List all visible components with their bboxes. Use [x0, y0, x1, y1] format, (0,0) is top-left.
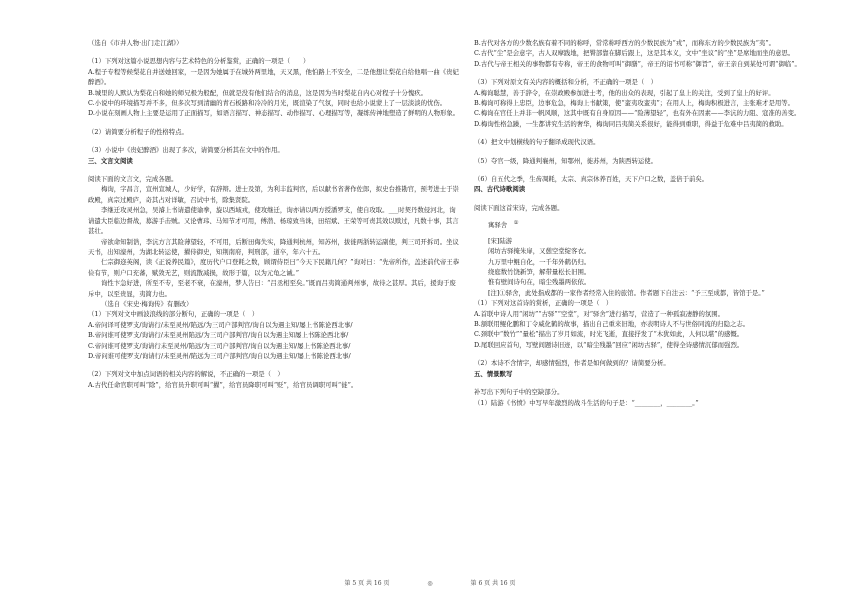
classical-paragraph-5: 询性卞急好进，所至不专，至老不衰，在濠州，梦人告曰：“吕丞相至矣。”既而吕夷简通判州事，故待之甚厚。其后，援询于废斥中，以至贵显，夷简力也。: [88, 279, 456, 298]
poem-title: 寓驿舍 ①: [488, 220, 519, 230]
classical-paragraph-2: 李继迁攻灵州急，吴濬上书请遣使谕拳，旋以西域戎，使攻继迁，询亦请以两方授潘罗支，使自攻取。___时契丹数侵河北，询请遣大臣临边督战，募游手击贼。又论曹玮、马知节才可用，傅潜、杨琼致当诛，田绍斌、王荣等可责其效以赎过，凡数十事，其言甚壮。: [88, 206, 459, 236]
question-2: （2）请简要分析程子的性格特点。: [88, 127, 188, 136]
poem-line-2: 九万里中鲲自化，一千年外鹤仍归。: [488, 257, 591, 266]
footer-right-page-number: 第 6 页 共 16 页: [470, 580, 516, 587]
question-1-option-d: D.小说在刻画人物上主要是运用了正面描写，如语言描写、神态描写、动作描写、心理描写等，凝练传神地塑造了鲜明的人物形象。: [88, 109, 460, 118]
classical-paragraph-3: 帝欲命知制诰，李沆方言其险薄望轻，不可用，后断田侮失实，降通判杭州，知苏州，拔徙两浙转运副使，判三司开拆司。坐议天书，出知濠州，为湖北转运使，擢侍御史，知荆南府，判刑部，道卒，年六十五。: [88, 237, 459, 256]
classical-intro: 阅读下面的文言文，完成各题。: [88, 175, 178, 184]
classical-paragraph-4: 仁宗御迩英阁，读《正说养民篇》，度历代户口登耗之数，顾谓侍臣曰“今天下民籍几何？”询对曰：“先帝所作，盖述前代帝王恭俭有节，则户口充蕃，赋敛无艺，则流散减损，故形于篇，以为元龟之诫。”: [88, 258, 460, 277]
wenyan-question-2-option-a: A.古代任命官职可叫“除”，给官员升职可叫“擢”，给官员降职可叫“贬”，给官员调职可叫“徙”。: [88, 380, 358, 389]
translate-sentence-6: （6）自五代之季，生齿凋耗，太宗、真宗休养百姓，天下户口之数，盖倍于前矣。: [474, 175, 709, 184]
footer-divider-icon: ◎: [427, 580, 433, 587]
section-5-heading: 五、情景默写: [474, 369, 513, 378]
classical-paragraph-1: 梅询，字昌言，宣州宣城人，少好学，有辞辩。进士及第，为利丰监判官，后以献书省著作佐郎，拟史台推勘官，预考进士于崇政殿，真宗过殿庐，奇其占对详敏，召试中书，除集贤院。: [88, 185, 459, 204]
question-1-option-a: A.程子专程等候梨花自并送她回家，一是因为她属于在城外两里地，天又黑，他怕路上不安全，二是他想让梨花自给他唱一曲《贵妃醉酒》。: [88, 67, 459, 87]
wenyan-question-4: （4）把文中划横线的句子翻译成现代汉语。: [474, 138, 600, 147]
right-column: [474, 38, 846, 408]
wenyan-question-2-option-d: D.古代与帝王相关的事物都有专称，帝王的食物可叫“御膳”，帝王的诏书可称“御旨”，帝王亲自到某处可谓“御临”。: [474, 59, 801, 68]
question-1-option-c: C.小说中的环境描写并不多，但多次写到清幽的青石板路和冷冷的月光，既渲染了气氛，同时也给小说蒙上了一层淡淡的忧伤。: [88, 99, 447, 108]
wenyan-question-1-option-b: B.帝问谁可使罗支/询请行/未至灵州陷远/为三司户部判官/询自以为遇主知屡上书陈论西北事/: [88, 331, 349, 340]
page-footer: [0, 578, 860, 587]
poem-question-1-option-c: C.颈联中“数竹”“量松”描出了岁月如流，时光飞逝，直接抒发了“木犹如此，人何以堪”的感慨。: [474, 330, 744, 339]
poem-line-3: 绕庭数竹饶新笋，解带量松长旧围。: [488, 268, 591, 277]
question-1: （1）下列对这篇小说思想内容与艺术特色的分析鉴赏，正确的一项是（ ）: [88, 57, 310, 66]
footer-left-page-number: 第 5 页 共 16 页: [344, 580, 390, 587]
wenyan-question-2-option-b: B.古代对各方的少数名族有着不同的称呼，常常称呼西方的少数民族为“戎”，而称东方的少数民族为“夷”。: [474, 39, 775, 47]
poem-question-1-option-b: B.颔联用鲲化鹏和丁令威化鹤的故事，描出自己重来旧地，亦表明诗人不与世俗同流的归隐之志。: [474, 320, 750, 329]
poem-footnote: [注]①驿舍，此处指成都的一家作者经常入住的旅馆。作者题下自注云：“予三至成都，皆馆于是。”: [488, 288, 765, 297]
wenyan-question-3: （3）下列对原文有关内容的概括和分析，不正确的一项是（ ）: [474, 78, 658, 87]
section-4-heading: 四、古代诗歌阅读: [474, 185, 526, 194]
poem-question-1-option-a: A.首联中诗人用“闲坊”“古驿”“空堂”，对“驿舍”进行描写，营造了一种孤寂凄静的氛围。: [474, 309, 725, 318]
poem-author: [宋]陆游: [488, 236, 513, 245]
left-column: [88, 38, 460, 390]
poem-line-4: 惟有壁间诗句在，暗尘残墨两依依。: [488, 278, 591, 287]
wenyan-question-3-option-d: D.梅询性格急躁，一生都讲究生活的奢华，梅询同吕夷简关系很好，能得到重职，得益于危难中吕夷简的救助。: [474, 119, 788, 128]
poem-question-2: （2）本诗不含情字，却感情强烈，作者是如何做到的？请简要分析。: [474, 359, 670, 368]
dictation-intro: 补写出下列句子中的空缺部分。: [474, 388, 564, 397]
wenyan-question-1-option-d: D.帝问谁可使罗支/询请行/未至灵州/陷远为三司户部判官/询自以为遇主知/屡上书陈论西北事/: [88, 351, 351, 360]
poem-note-marker: ①: [513, 220, 519, 227]
question-1-option-b: B.城里的人默认为梨花自和她的师兄极为般配，但就是没有他们结合的消息，这是因为当时梨花自内心对程子十分愧疚。: [88, 88, 428, 97]
dictation-question-1: （1）陆游《书愤》中写早年激烈的战斗生活的句子是：“________，________。”: [474, 398, 699, 407]
source-line: （选自《市井人物·出门走江湖》）: [88, 39, 183, 47]
poem-question-1-option-d: D.尾联回应首句，写壁间题诗旧迹，以“暗尘残墨”回应“闲坊古驿”，使得全诗感情沉郁而强烈。: [474, 340, 744, 349]
wenyan-question-3-option-c: C.梅询在官任上并非一帆风顺，这其中既有自身原因——“险薄望轻”，也有外在因素——李沆的力阻、寇准的善变。: [474, 109, 801, 118]
poem-intro: 阅读下面这首宋诗，完成各题。: [474, 203, 564, 212]
poem-line-1: 闲坊古驿掩朱扉，又憩空堂绽客衣。: [488, 247, 591, 256]
section-3-heading: 三、文言文阅读: [88, 156, 133, 165]
question-3: （3）小说中《贵妃醉酒》出现了多次，请简要分析其在文中的作用。: [88, 146, 284, 155]
translate-sentence-5: （5）夺官一级，降通判襄州，知鄂州，徙苏州，为陕西转运使。: [474, 156, 658, 165]
classical-source: （选自《宋史·梅询传》有删改）: [101, 299, 193, 308]
wenyan-question-2: （2）下列对文中加点词语的相关内容的解说，不正确的一项是（ ）: [88, 370, 284, 379]
wenyan-question-3-option-a: A.梅询聪慧，善于辞令，在崇政殿参加进士考，他的出众的表现，引起了皇上的关注，受到了皇上的好评。: [474, 88, 775, 97]
wenyan-question-1-option-a: A.帝问译可使罗支/询请行/未至灵州/陷远/为三司户部判官/询自以为遇主知/屡上书陈论西北事/: [88, 320, 353, 329]
poem-question-1: （1）下列对这首诗的赏析，正确的一项是（ ）: [474, 299, 613, 308]
wenyan-question-3-option-b: B.梅询可称得上忠臣，边事危急，梅询上书献策，使“蛮夷攻蛮夷”；在用人上，梅询积极进言，主张难才是用等。: [474, 99, 795, 108]
wenyan-question-1: （1）下列对文中画波浪线的部分断句，正确的一项是（ ）: [88, 310, 259, 319]
wenyan-question-1-option-c: C.帝问谁可使罗支/询请行未至灵州/陷远/为三司户部判官/询自以为遇主知/屡上书陈论西北事/: [88, 341, 351, 350]
wenyan-question-2-option-c: C.古代“尘”是会意字，古人双摩践地，把臀部靠在脚后跟上，这是其本义，文中“坐议”的“坐”是席地而坐的意思。: [474, 49, 795, 58]
